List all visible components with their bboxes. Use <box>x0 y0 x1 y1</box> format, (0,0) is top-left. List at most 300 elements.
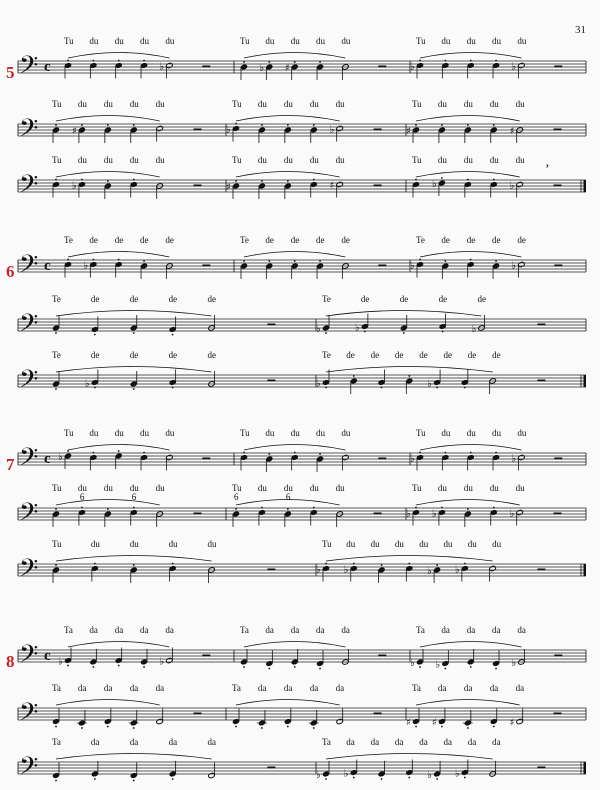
syllable: Te <box>64 235 73 245</box>
measure <box>64 36 234 79</box>
quarter-note <box>439 314 447 333</box>
syllable: de <box>140 235 149 245</box>
half-note <box>159 648 173 668</box>
syllable: du <box>257 99 267 109</box>
final-barline <box>584 762 587 774</box>
sharp-icon: ♯ <box>284 63 290 74</box>
staccato-dot <box>441 726 443 728</box>
half-note <box>336 511 344 527</box>
half-note <box>489 565 497 581</box>
quarter-note <box>467 60 475 79</box>
half-rest-icon <box>554 713 562 715</box>
sharp-icon: ♯ <box>406 126 411 137</box>
staccato-dot <box>107 726 109 728</box>
staccato-dot <box>172 334 174 336</box>
syllable: du <box>441 428 451 438</box>
syllable: Te <box>52 350 61 360</box>
quarter-note <box>344 563 358 582</box>
measure <box>64 235 234 279</box>
flat-icon: ♭ <box>58 656 63 668</box>
staccato-dot <box>143 60 145 62</box>
quarter-note <box>355 314 369 334</box>
syllable: du <box>437 99 447 109</box>
syllable: du <box>309 155 319 165</box>
quarter-note <box>490 507 498 526</box>
syllable: da <box>283 683 293 693</box>
staccato-dot <box>55 726 57 728</box>
half-note <box>156 511 164 527</box>
syllable: de <box>370 350 380 360</box>
syllable: du <box>290 428 300 438</box>
staff-line <box>18 350 586 400</box>
syllable: du <box>489 483 499 493</box>
quarter-note <box>72 179 86 198</box>
syllable: da <box>309 683 319 693</box>
staccato-dot <box>436 564 438 566</box>
staccato-dot <box>81 124 83 126</box>
slur <box>56 754 212 760</box>
staccato-dot <box>495 668 497 670</box>
staccato-dot <box>313 179 315 181</box>
syllable: du <box>155 155 165 165</box>
staccato-dot <box>81 727 83 729</box>
quarter-note <box>130 492 138 526</box>
quarter-note <box>90 60 98 79</box>
quarter-note <box>463 710 473 729</box>
staccato-dot <box>268 668 270 670</box>
bass-clef-icon: 𝄢 <box>19 752 39 787</box>
slur <box>56 116 160 122</box>
syllable: du <box>517 428 527 438</box>
staccato-dot <box>495 452 497 454</box>
staccato-dot <box>493 726 495 728</box>
staccato-dot <box>415 179 417 181</box>
measure <box>52 483 226 527</box>
flat-icon: ♭ <box>511 260 517 272</box>
syllable: da <box>492 737 501 747</box>
flat-icon: ♭ <box>431 179 437 190</box>
syllable: da <box>129 683 139 693</box>
staccato-dot <box>353 563 355 565</box>
quarter-note <box>455 760 469 780</box>
staccato-dot <box>118 665 120 667</box>
syllable: du <box>335 483 345 493</box>
quarter-note <box>257 710 267 729</box>
half-rest-icon <box>378 66 386 68</box>
half-note <box>156 183 164 199</box>
flat-icon: ♭ <box>159 61 165 73</box>
staccato-dot <box>133 780 135 782</box>
quarter-note <box>467 649 475 668</box>
syllable: de <box>168 350 178 360</box>
half-rest-icon <box>554 129 562 131</box>
quarter-note <box>90 649 98 668</box>
staff-line <box>18 155 586 205</box>
syllable: Ta <box>240 625 249 635</box>
syllable: de <box>419 350 428 360</box>
syllable: da <box>140 625 149 635</box>
staccato-dot <box>243 666 245 668</box>
syllable: du <box>309 99 319 109</box>
syllable: du <box>370 539 380 549</box>
syllable: du <box>394 539 404 549</box>
staccato-dot <box>415 124 417 126</box>
syllable: de <box>168 294 178 304</box>
staccato-dot <box>55 124 57 126</box>
syllable: Te <box>322 294 331 304</box>
syllable: de <box>290 235 300 245</box>
measure <box>240 625 410 669</box>
half-note <box>510 709 524 729</box>
syllable: du <box>103 99 113 109</box>
syllable: Tu <box>232 99 242 109</box>
syllable: de <box>90 350 100 360</box>
quarter-note <box>129 710 139 729</box>
staccato-dot <box>403 332 405 334</box>
syllable: de <box>492 235 501 245</box>
staccato-dot <box>495 260 497 262</box>
staccato-dot <box>92 259 94 261</box>
syllable: de <box>207 350 217 360</box>
bass-clef-icon: 𝄢 <box>19 51 39 86</box>
syllable: da <box>467 737 477 747</box>
flat-icon: ♭ <box>410 658 415 669</box>
quarter-note <box>77 710 87 729</box>
measure <box>410 625 586 671</box>
slur <box>56 367 212 373</box>
quarter-note <box>316 563 330 582</box>
slur <box>416 700 520 706</box>
staccato-dot <box>313 727 315 729</box>
syllable: de <box>467 350 477 360</box>
flat-icon: ♭ <box>329 124 335 136</box>
staccato-dot <box>172 387 174 389</box>
staccato-dot <box>235 123 237 125</box>
flat-icon: ♭ <box>511 453 517 465</box>
staccato-dot <box>493 179 495 181</box>
staff-line <box>18 483 586 533</box>
slur <box>56 500 160 506</box>
breath-mark: , <box>545 155 550 170</box>
flat-icon: ♭ <box>316 564 321 576</box>
slur <box>244 252 345 258</box>
quarter-note <box>410 452 424 471</box>
measure <box>240 428 410 472</box>
syllable: du <box>316 36 326 46</box>
syllable: da <box>335 683 345 693</box>
half-note <box>342 263 350 279</box>
staccato-dot <box>92 60 94 62</box>
staccato-dot <box>92 666 94 668</box>
syllable: da <box>103 683 113 693</box>
staccato-dot <box>268 61 270 63</box>
common-time-icon: c <box>44 648 51 664</box>
quarter-note <box>310 179 318 198</box>
staccato-dot <box>268 260 270 262</box>
staff-line <box>18 625 586 675</box>
syllable: de <box>477 294 487 304</box>
measure <box>406 683 586 729</box>
syllable: de <box>346 350 355 360</box>
measure <box>58 428 234 471</box>
syllable: du <box>165 36 175 46</box>
staccato-dot <box>133 727 135 729</box>
syllable: du <box>290 36 300 46</box>
staccato-dot <box>243 452 245 454</box>
syllable: de <box>341 235 350 245</box>
syllable: de <box>441 235 450 245</box>
sharp-icon: ♯ <box>226 182 231 193</box>
quarter-note <box>140 649 148 668</box>
staccato-dot <box>143 260 145 262</box>
sharp-icon: ♯ <box>509 717 515 729</box>
quarter-note <box>284 492 292 527</box>
measure <box>240 235 410 279</box>
syllable: du <box>335 99 345 109</box>
syllable: da <box>129 737 139 747</box>
staccato-dot <box>294 452 296 454</box>
syllable: Ta <box>232 683 241 693</box>
syllable: Tu <box>322 539 332 549</box>
half-rest-icon <box>554 66 562 68</box>
bass-clef-icon: 𝄢 <box>19 114 39 149</box>
bass-clef-icon: 𝄢 <box>19 640 39 675</box>
measure <box>406 483 586 527</box>
syllable: Ta <box>52 737 61 747</box>
half-rest-icon <box>378 458 386 460</box>
quarter-note <box>344 760 358 780</box>
syllable: Tu <box>412 99 422 109</box>
staccato-dot <box>133 564 135 566</box>
syllable: de <box>129 294 139 304</box>
staccato-dot <box>143 666 145 668</box>
measure <box>232 683 406 729</box>
half-rest-icon <box>537 767 545 769</box>
staccato-dot <box>107 180 109 182</box>
common-time-icon: c <box>44 59 51 75</box>
half-rest-icon <box>267 324 275 326</box>
staccato-dot <box>319 260 321 262</box>
staff-line <box>18 99 586 149</box>
staccato-dot <box>81 179 83 181</box>
half-note <box>489 761 497 777</box>
syllable: du <box>437 483 447 493</box>
syllable: du <box>90 539 100 549</box>
syllable: du <box>129 539 139 549</box>
syllable: de <box>89 235 98 245</box>
staccato-dot <box>436 387 438 389</box>
quarter-note <box>442 60 450 79</box>
measure <box>316 294 586 335</box>
quarter-note <box>240 649 248 668</box>
staccato-dot <box>55 508 57 510</box>
syllable: Ta <box>52 683 61 693</box>
flat-icon: ♭ <box>435 659 441 671</box>
staff-line <box>18 235 586 285</box>
final-barline <box>584 564 587 576</box>
slur <box>326 311 482 317</box>
quarter-note <box>442 452 450 471</box>
syllable: da <box>370 737 380 747</box>
syllable: du <box>129 483 139 493</box>
bass-clef-icon: 𝄢 <box>19 365 39 400</box>
syllable: du <box>517 36 527 46</box>
syllable: du <box>463 99 473 109</box>
staccato-dot <box>325 563 327 565</box>
syllable: du <box>165 428 175 438</box>
syllable: da <box>77 683 87 693</box>
slur <box>56 311 212 317</box>
syllable: du <box>207 539 217 549</box>
staccato-dot <box>55 388 57 390</box>
staccato-dot <box>313 507 315 509</box>
syllable: du <box>257 483 267 493</box>
staccato-dot <box>261 124 263 126</box>
bass-clef-icon: 𝄢 <box>19 498 39 533</box>
syllable: Tu <box>412 155 422 165</box>
half-note <box>208 567 216 583</box>
syllable: Ta <box>64 625 73 635</box>
slur <box>244 53 345 59</box>
syllable: du <box>346 539 356 549</box>
quarter-note <box>115 60 123 79</box>
common-time-icon: c <box>44 451 51 467</box>
syllable: Te <box>240 235 249 245</box>
staff-line <box>18 539 586 589</box>
quarter-note <box>115 259 123 278</box>
staccato-dot <box>133 507 135 509</box>
half-note <box>166 454 174 470</box>
measure <box>412 155 586 198</box>
syllable: du <box>341 428 351 438</box>
quarter-note <box>490 179 498 198</box>
syllable: da <box>90 737 100 747</box>
flat-icon: ♭ <box>58 452 63 463</box>
flat-icon: ♭ <box>83 260 89 272</box>
flat-icon: ♭ <box>406 508 411 520</box>
flat-icon: ♭ <box>410 61 415 73</box>
quarter-note <box>258 507 266 526</box>
syllable: da <box>419 737 428 747</box>
flat-icon: ♭ <box>511 61 517 73</box>
sharp-icon: ♯ <box>431 717 437 729</box>
slur <box>68 252 169 258</box>
measure <box>52 737 316 781</box>
half-note <box>208 315 216 331</box>
quarter-note <box>83 259 97 278</box>
slur <box>416 500 520 506</box>
flat-icon: ♭ <box>84 378 90 390</box>
flat-icon: ♭ <box>259 63 265 74</box>
bass-clef-icon: 𝄢 <box>19 170 39 205</box>
staff-line <box>18 737 586 787</box>
measure <box>410 36 586 79</box>
quarter-note <box>427 370 441 390</box>
staccato-dot <box>464 387 466 389</box>
staccato-dot <box>415 726 417 728</box>
syllable: du <box>492 539 502 549</box>
staccato-dot <box>464 563 466 565</box>
exercise-number: 8 <box>6 652 15 671</box>
syllable: da <box>346 737 355 747</box>
staccato-dot <box>243 260 245 262</box>
syllable: du <box>335 155 345 165</box>
syllable: du <box>467 539 477 549</box>
slur <box>56 700 160 706</box>
syllable: Te <box>322 350 331 360</box>
staff-line <box>18 36 586 86</box>
staccato-dot <box>467 179 469 181</box>
staccato-dot <box>92 452 94 454</box>
quarter-note <box>410 60 424 79</box>
bass-clef-icon: 𝄢 <box>19 443 39 478</box>
tuplet-number: 6 <box>131 492 137 502</box>
syllable: du <box>103 483 113 493</box>
slur <box>68 53 169 59</box>
half-rest-icon <box>202 265 210 267</box>
exercise-8 <box>6 625 586 787</box>
syllable: da <box>114 625 124 635</box>
syllable: du <box>466 428 476 438</box>
flat-icon: ♭ <box>343 564 349 576</box>
slur <box>326 754 493 760</box>
staccato-dot <box>55 332 57 334</box>
quarter-note <box>291 649 299 668</box>
half-note <box>208 371 216 387</box>
half-rest-icon <box>202 66 210 68</box>
exercise-7 <box>6 428 586 589</box>
slur <box>326 556 493 562</box>
measure <box>226 155 406 199</box>
half-rest-icon <box>374 129 382 131</box>
syllable: da <box>207 737 217 747</box>
quarter-note <box>169 563 177 582</box>
syllable: du <box>437 155 447 165</box>
staccato-dot <box>353 375 355 377</box>
quarter-note <box>316 370 330 390</box>
syllable: da <box>168 737 178 747</box>
syllable: Te <box>416 235 425 245</box>
page-number: 31 <box>575 24 586 36</box>
staccato-dot <box>94 778 96 780</box>
quarter-note <box>310 507 318 526</box>
syllable: Tu <box>416 36 426 46</box>
half-rest-icon <box>374 513 382 515</box>
syllable: du <box>114 36 124 46</box>
half-note <box>489 378 497 394</box>
syllable: du <box>77 155 87 165</box>
syllable: Tu <box>416 428 426 438</box>
half-rest-icon <box>378 655 386 657</box>
measure <box>410 235 586 279</box>
slur <box>236 700 340 706</box>
measure <box>410 428 586 471</box>
flat-icon: ♭ <box>454 564 460 576</box>
staccato-dot <box>442 331 444 333</box>
syllable: de <box>517 235 526 245</box>
staccato-dot <box>470 666 472 668</box>
measure <box>52 683 226 729</box>
staccato-dot <box>419 666 421 668</box>
staccato-dot <box>313 124 315 126</box>
staccato-dot <box>94 387 96 389</box>
staccato-dot <box>287 726 289 728</box>
measure <box>52 155 226 199</box>
staccato-dot <box>495 60 497 62</box>
staccato-dot <box>143 452 145 454</box>
half-rest-icon <box>554 265 562 267</box>
staccato-dot <box>325 387 327 389</box>
